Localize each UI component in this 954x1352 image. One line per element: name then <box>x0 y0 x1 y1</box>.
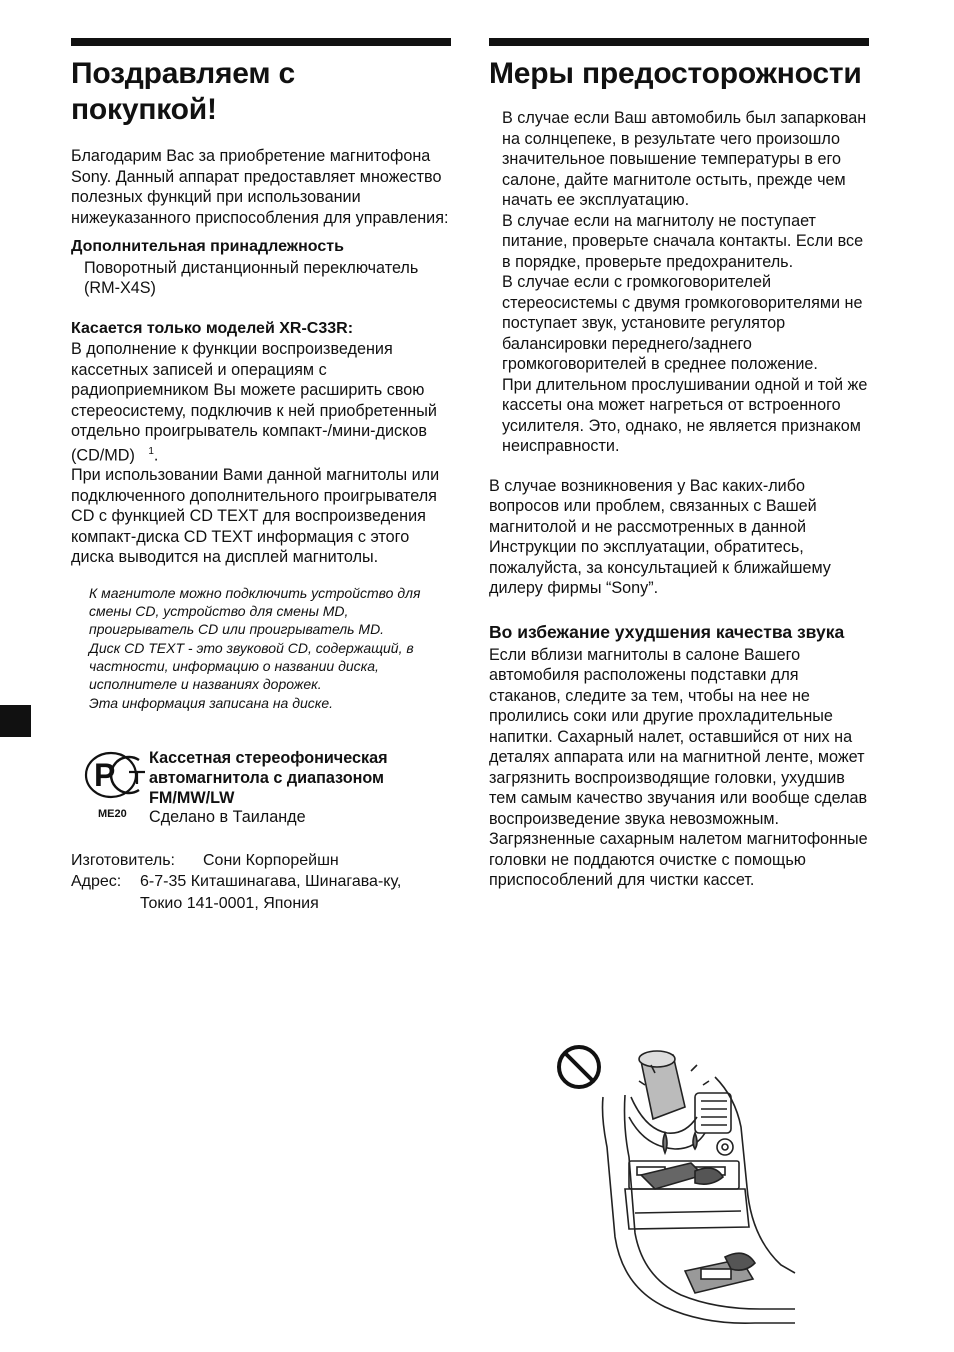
precaution-item: При длительном прослушивании одной и той же кассеты она может нагреться от встроенного усилителя. Это, однако, не является признаком неисправности. <box>502 375 868 455</box>
spilled-drink-on-car-stereo-illustration <box>545 1037 801 1329</box>
page-tab-marker <box>0 705 31 737</box>
footnote-2: Диск CD TEXT - это звуковой CD, содержащий, в частности, информацию о названии диска, исполнителе и названиях дорожек. <box>89 639 414 693</box>
accessory-text: Поворотный дистанционный переключатель (RM-X4S) <box>84 258 419 297</box>
cert-product-title: Кассетная стереофоническая автомагнитола с диапазоном FM/MW/LW <box>149 748 388 807</box>
prohibition-sign-icon <box>559 1047 599 1087</box>
model-heading: Касается только моделей XR-C33R: <box>71 319 354 337</box>
manufacturer-label: Изготовитель: <box>71 851 175 869</box>
model-text-1: В дополнение к функции воспроизведения кассетных записей и операциям с радиоприемником Вы можете расширить свою стереосистему, подключив к ней приобретенный отдельно проигрыватель компакт-/мини-дисков (CD/MD) $^1$. <box>71 340 437 464</box>
precautions-title: Меры предосторожности <box>489 57 862 90</box>
address-label: Адрес: <box>71 873 122 891</box>
congratulations-title: Поздравляем с покупкой! <box>71 57 295 126</box>
sound-quality-text-2: Загрязненные сахарным налетом магнитофонные головки не поддаются очистке с помощью приспособлений для чистки кассет. <box>489 830 868 889</box>
precaution-item: В случае если с громкоговорителей стереосистемы с двумя громкоговорителями не поступает звук, установите регулятор балансировки переднего/заднего громкоговорителей в среднее положение. <box>502 273 863 373</box>
precaution-item: В случае если Ваш автомобиль был запаркован на солнцепеке, в результате чего произошло значительное повышение температуры в его салоне, дайте магнитоле остыть, прежде чем начать ее эксплуатацию. <box>502 109 867 209</box>
intro-paragraph: Благодарим Вас за приобретение магнитофона Sony. Данный аппарат предоставляет множество полезных функций при использовании нижеуказанного приспособления для управления: <box>71 147 449 227</box>
precaution-list <box>489 108 869 457</box>
heading-rule <box>71 38 451 46</box>
accessory-heading: Дополнительная принадлежность <box>71 238 344 255</box>
right-column <box>489 38 869 891</box>
manufacturer-value: Сони Корпорейшн <box>203 851 339 869</box>
pct-certification-logo-icon <box>83 746 149 804</box>
model-text-2: При использовании Вами данной магнитолы или подключенного дополнительного проигрывателя CD с функцией CD TEXT для воспроизведения компакт-диска CD TEXT информация с этого диска выводится на дисплей магнитолы. <box>71 466 440 567</box>
sound-quality-heading: Во избежание ухудшения качества звука <box>489 621 845 642</box>
accessory-section <box>71 237 451 299</box>
certification-block <box>71 746 451 832</box>
sound-quality-text-1: Если вблизи магнитолы в салоне Вашего автомобиля расположены подставки для стаканов, следите за тем, чтобы на нее не пролились соки или другие прохладительные напитки. Сахарный налет, оставшийся от них на деталях аппарата или на магнитной ленте, может загрязнить воспроизводящие головки, ухудшив тем самым качество звучания или вообще сделав воспроизведение звука невозможным. <box>489 645 868 828</box>
made-in-label: Сделано в Таиланде <box>149 807 306 826</box>
svg-text:Р: Р <box>94 756 116 793</box>
precaution-item: В случае если на магнитолу не поступает питание, проверьте сначала контакты. Если все в порядке, проверьте предохранитель. <box>502 211 864 271</box>
heading-rule <box>489 38 869 46</box>
footnote-1-marker: 1 <box>148 445 154 457</box>
address-value: 6-7-35 Киташинагава, Шинагава-ку, Токио 141-0001, Япония <box>140 873 402 912</box>
footnotes <box>71 584 451 712</box>
footnote-3: Эта информация записана на диске. <box>89 694 334 711</box>
cert-code: ME20 <box>98 807 127 820</box>
left-column <box>71 38 451 914</box>
manufacturer-info <box>71 850 451 915</box>
model-section <box>71 319 451 568</box>
contact-paragraph: В случае возникновения у Вас каких-либо вопросов или проблем, связанных с Вашей магнитолой и не рассмотренных в данной Инструкции по эксплуатации, обратитесь, пожалуйста, за консультацией к ближайшему дилеру фирмы “Sony”. <box>489 476 831 597</box>
footnote-1: К магнитоле можно подключить устройство для смены CD, устройство для смены MD, проигрыватель CD или проигрыватель MD. <box>89 584 421 638</box>
